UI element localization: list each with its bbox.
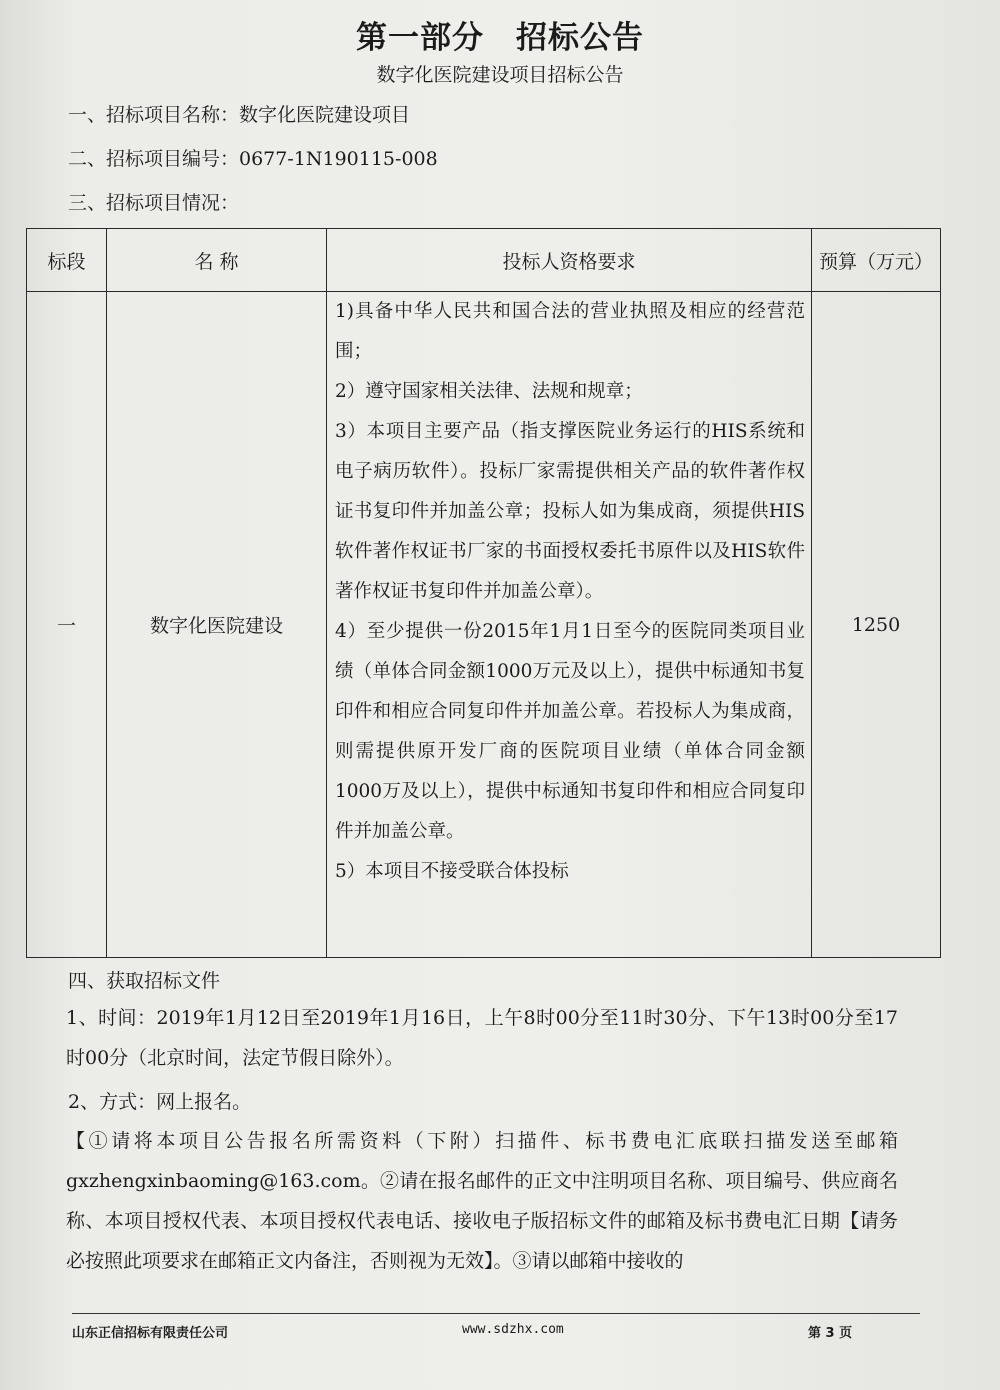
requirement-1: 1)具备中华人民共和国合法的营业执照及相应的经营范围；: [335, 301, 805, 362]
header-requirements: 投标人资格要求: [327, 229, 812, 292]
cell-requirements: [327, 292, 812, 958]
requirement-5: 5）本项目不接受联合体投标: [335, 861, 569, 882]
cell-name: 数字化医院建设: [107, 292, 327, 958]
section4-heading: 四、获取招标文件: [68, 970, 221, 992]
requirement-3: 3）本项目主要产品（指支撑医院业务运行的HIS系统和电子病历软件）。投标厂家需提供相关产品的软件著作权证书复印件并加盖公章；投标人如为集成商，须提供HIS软件著作权证书厂家的书面授权委托书原件以及HIS软件著作权证书复印件并加盖公章）。: [335, 421, 805, 602]
footer-page-number: 第 3 页: [808, 1326, 853, 1341]
header-section: 标段: [27, 229, 107, 292]
footer-divider: [72, 1313, 920, 1314]
section4-time: 1、时间：2019年1月12日至2019年1月16日，上午8时00分至11时30分、下午13时00分至17时00分（北京时间，法定节假日除外）。: [66, 1007, 898, 1069]
footer-company: 山东正信招标有限责任公司: [72, 1326, 229, 1341]
page-subtitle: 数字化医院建设项目招标公告: [376, 64, 624, 86]
header-budget: 预算（万元）: [812, 229, 941, 292]
table-row: [27, 292, 941, 958]
project-number-line: 二、招标项目编号：0677-1N190115-008: [68, 148, 438, 170]
project-info-heading: 三、招标项目情况：: [68, 192, 240, 214]
footer-website: www.sdzhx.com: [462, 1322, 564, 1337]
section4-method: 2、方式：网上报名。: [68, 1091, 252, 1113]
page-title: 第一部分 招标公告: [356, 20, 644, 56]
header-name: 名 称: [107, 229, 327, 292]
requirement-2: 2）遵守国家相关法律、法规和规章；: [335, 381, 643, 402]
cell-section: 一: [27, 292, 107, 958]
section4-instructions: 【①请将本项目公告报名所需资料（下附）扫描件、标书费电汇底联扫描发送至邮箱gxzhengxinbaoming@163.com。②请在报名邮件的正文中注明项目名称、项目编号、供应商名称、本项目授权代表、本项目授权代表电话、接收电子版招标文件的邮箱及标书费电汇日期【请务必按照此项要求在邮箱正文内备注，否则视为无效】。③请以邮箱中接收的: [66, 1130, 898, 1272]
bid-table: [26, 228, 941, 958]
project-name-line: 一、招标项目名称：数字化医院建设项目: [68, 104, 411, 126]
table-header-row: [27, 229, 941, 292]
cell-budget: 1250: [812, 292, 941, 958]
requirement-4: 4）至少提供一份2015年1月1日至今的医院同类项目业绩（单体合同金额1000万元及以上），提供中标通知书复印件和相应合同复印件并加盖公章。若投标人为集成商，则需提供原开发厂商的医院项目业绩（单体合同金额1000万及以上），提供中标通知书复印件和相应合同复印件并加盖公章。: [335, 621, 805, 842]
